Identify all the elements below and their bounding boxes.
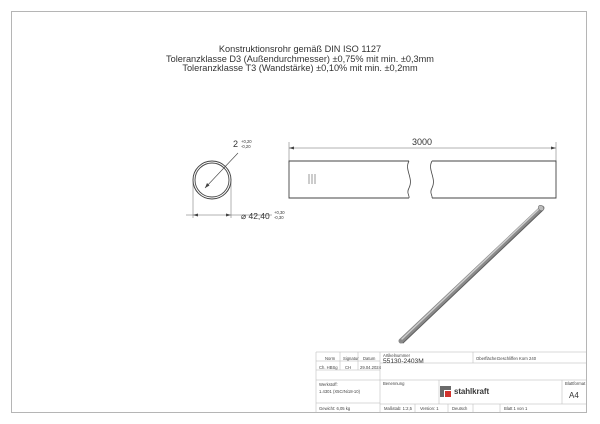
tb-artikelnummer-value: 55130-2403M [383, 358, 424, 365]
iso-tube-highlight [402, 207, 541, 339]
diameter-tol-plus: +0,30 [274, 210, 285, 215]
tube-side-left [289, 161, 409, 198]
header-line-1: Konstruktionsrohr gemäß DIN ISO 1127 [218, 44, 382, 54]
tb-blattformat-label: Blattformat [565, 381, 586, 386]
diameter-value: ⌀ 42,40 [241, 211, 270, 221]
iso-tube-body [401, 208, 542, 341]
break-line-right [431, 161, 434, 198]
break-line-left [408, 161, 411, 198]
side-hatch-mark [309, 174, 315, 184]
tb-werkstoff-value: 1.4301 (X5CrNi18-10) [319, 389, 360, 394]
length-arrow-left [289, 147, 294, 150]
tb-row-signatur: CH [345, 365, 352, 370]
section-view [186, 139, 285, 221]
wall-tol-plus: +0,20 [241, 139, 252, 144]
iso-view [401, 204, 545, 343]
tb-oberflaeche-value: Geschliffen Korn 240 [497, 356, 537, 361]
tb-row-datum: 29.04.2024 [360, 365, 381, 370]
tb-gewicht: Gewicht: 6,05 kg [319, 406, 351, 411]
company-logo [440, 386, 489, 397]
tb-benennung-label: Benennung [383, 381, 405, 386]
tb-col-signatur: Signatur [343, 356, 359, 361]
length-arrow-right [551, 147, 556, 150]
wall-tol-minus: -0,20 [241, 144, 251, 149]
tb-col-norm: Norm [325, 356, 336, 361]
diameter-arrow-right [226, 214, 231, 217]
tb-col-datum: Datum [363, 356, 376, 361]
diameter-arrow-left [193, 214, 198, 217]
side-view [289, 137, 556, 198]
wall-thickness-value: 2 [233, 139, 239, 149]
tb-massstab: Maßstab: 1:2,5 [384, 406, 412, 411]
diameter-tol-minus: -0,30 [274, 215, 284, 220]
company-name: stahlkraft [454, 387, 490, 396]
iso-tube-shadow [403, 210, 543, 343]
tb-sprache: Deutsch [452, 406, 468, 411]
length-value: 3000 [411, 137, 433, 147]
header-line-2: Toleranzklasse D3 (Außendurchmesser) ±0,75% mit min. ±0,3mm [166, 53, 434, 64]
title-block [316, 352, 587, 413]
stahlkraft-logo-icon [440, 386, 451, 397]
tb-row-label: Ch. HBSg [319, 365, 338, 370]
tb-artikelnummer-label: Artikelnummer [383, 353, 410, 358]
tube-side-right [432, 161, 556, 198]
tb-blattformat-value: A4 [569, 391, 579, 400]
header-line-3: Toleranzklasse T3 (Wandstärke) ±0,10% mit min. ±0,2mm [182, 63, 418, 73]
tb-version: Version: 1 [420, 406, 439, 411]
tb-werkstoff-label: Werkstoff: [319, 382, 338, 387]
tb-blatt: Blatt 1 von 1 [504, 406, 528, 411]
tb-oberflaeche-label: Oberfläche: [476, 356, 498, 361]
wall-leader-line [205, 153, 238, 188]
